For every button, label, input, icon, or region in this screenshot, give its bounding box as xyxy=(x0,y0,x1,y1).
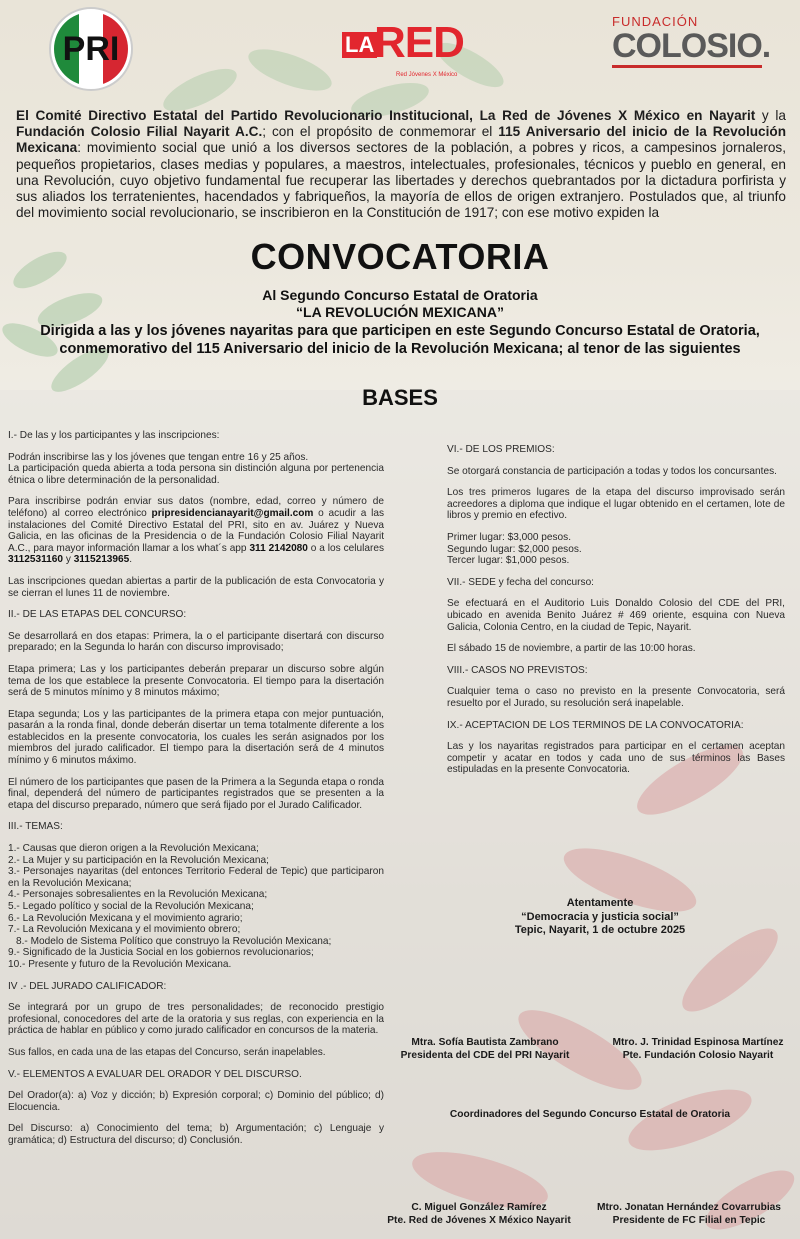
text: . xyxy=(129,554,133,566)
paragraph: Etapa primera; Las y los participantes deberán preparar un discurso sobre algún tema de los que establece la presente Convocatoria. El tiempo para la disertación será de 5 minutos mínimo y 8 minutos máximo; xyxy=(8,663,384,699)
closing-atentamente: Atentamente xyxy=(566,897,634,909)
prize-first: Primer lugar: $3,000 pesos. xyxy=(447,531,571,543)
email-link[interactable]: pripresidencianayarit@gmail.com xyxy=(151,507,314,519)
signature-block-4 xyxy=(584,1202,794,1227)
section-title: III.- TEMAS: xyxy=(8,821,63,833)
text: Para inscribirse podrán enviar sus datos (nombre, edad, correo y número de teléfono) al correo electrónico xyxy=(8,496,384,519)
signature-name: Mtro. J. Trinidad Espinosa Martínez xyxy=(612,1037,784,1048)
section-title: II.- DE LAS ETAPAS DEL CONCURSO: xyxy=(8,609,187,621)
section-title: IX.- ACEPTACION DE LOS TERMINOS DE LA CONVOCATORIA: xyxy=(447,719,744,731)
paragraph: El número de los participantes que pasen de la Primera a la Segunda etapa o ronda final, dependerá del número de participantes registrados que se presenten a la etapa del discurso preparado, número que será fijado por el Jurado Calificador. xyxy=(8,776,384,811)
temas-list xyxy=(8,843,384,971)
section-title: I.- De las y los participantes y las inscripciones: xyxy=(8,430,220,441)
list-item: 7.- La Revolución Mexicana y el movimiento obrero; xyxy=(8,924,241,936)
text: y xyxy=(63,554,74,566)
subtitle-concurso: Al Segundo Concurso Estatal de Oratoria xyxy=(262,287,538,303)
intro-text2: : movimiento social que unió a los diversos sectores de la población, a pobres y ricos, a campesinos jornaleros, pequeños propietarios, clases medias y populares, a maestros, intelectuales, profesionales, técnicos y pueblo en general, en una Revolución, cuyo objetivo fundamental fue recuperar las libertades y derechos quebrantados por la dictadura porfirista y sus aliados los terratenientes, hacendados y fabriqueños, la mayoría de ellos de origen extranjero. Postulados que, al triunfo del movimiento social revolucionario, se inscribieron en la Constitución de 1917; con ese motivo expiden la xyxy=(16,140,786,221)
list-item: 2.- La Mujer y su participación en la Revolución Mexicana; xyxy=(8,854,269,866)
la-red-logo-red: RED xyxy=(374,18,464,67)
prize-third: Tercer lugar: $1,000 pesos. xyxy=(447,555,570,567)
intro-org2: Fundación Colosio Filial Nayarit A.C. xyxy=(16,124,263,140)
signature-name: Mtro. Jonatan Hernández Covarrubias xyxy=(597,1202,781,1213)
paragraph: La participación queda abierta a toda persona sin distinción alguna por pertenencia étnica o libre determinación de la personalidad. xyxy=(8,463,384,486)
signature-role: Pte. Red de Jóvenes X México Nayarit xyxy=(387,1214,571,1226)
list-item: 1.- Causas que dieron origen a la Revolución Mexicana; xyxy=(8,843,259,855)
coordinadores-label: Coordinadores del Segundo Concurso Estatal de Oratoria xyxy=(449,1109,731,1120)
paragraph-discurso: Del Discurso: a) Conocimiento del tema; b) Argumentación; c) Lenguaje y gramática; d) Estructura del discurso; d) Conclusión. xyxy=(8,1123,384,1146)
list-item: 8.- Modelo de Sistema Político que construyo la Revolución Mexicana; xyxy=(16,935,332,947)
paragraph: Sus fallos, en cada una de las etapas del Concurso, serán inapelables. xyxy=(8,1046,326,1058)
signature-block-2 xyxy=(596,1037,800,1062)
text: o acudir a las instalaciones del Comité Directivo Estatal del PRI, sito en av. Juárez y Nueva Galicia, en las oficinas de la Presidencia o de la Fundación Colosio Filial Nayarit A.C., para mayor información llamar a los what´s app xyxy=(8,507,384,554)
la-red-logo-la: LA xyxy=(342,32,377,58)
signature-block-3 xyxy=(372,1202,586,1227)
signature-name: Mtra. Sofía Bautista Zambrano xyxy=(411,1037,559,1048)
closing-lugar-fecha: Tepic, Nayarit, 1 de octubre 2025 xyxy=(514,924,686,936)
colosio-logo-name: COLOSIO. xyxy=(612,27,771,65)
paragraph: El sábado 15 de noviembre, a partir de las 10:00 horas. xyxy=(447,643,696,655)
paragraph: Las y los nayaritas registrados para participar en el certamen aceptan competir y acatar en todos y cada uno de sus términos las Bases estipuladas en la presente Convocatoria. xyxy=(447,741,785,776)
paragraph: Se integrará por un grupo de tres personalidades; de reconocido prestigio profesional, conocedores del arte de la oratoria y sus reglas, con experiencia en la práctica de hablar en público y como jurado calificador en concursos de la materia. xyxy=(8,1002,384,1037)
page-title: CONVOCATORIA xyxy=(250,236,550,277)
paragraph-inscripcion xyxy=(8,496,384,566)
bases-right-column xyxy=(447,444,785,786)
colosio-logo-fundacion: FUNDACIÓN xyxy=(612,14,699,29)
list-item: 5.- Legado político y social de la Revolución Mexicana; xyxy=(8,901,254,912)
signature-role: Pte. Fundación Colosio Nayarit xyxy=(622,1049,774,1061)
la-red-logo-small: Red Jóvenes X México xyxy=(396,72,458,78)
intro-text1: ; con el propósito de conmemorar el xyxy=(262,124,499,140)
phone-number: 3115213965 xyxy=(73,554,130,566)
bases-left-column xyxy=(8,430,384,1157)
signature-role: Presidenta del CDE del PRI Nayarit xyxy=(400,1049,570,1061)
prize-second: Segundo lugar: $2,000 pesos. xyxy=(447,543,582,555)
paragraph-orador: Del Orador(a): a) Voz y dicción; b) Expresión corporal; c) Dominio del público; d) Elocuencia. xyxy=(8,1090,384,1113)
signature-block-1 xyxy=(380,1037,590,1062)
list-item: 6.- La Revolución Mexicana y el movimiento agrario; xyxy=(8,912,243,924)
section-title: VI.- DE LOS PREMIOS: xyxy=(447,444,555,455)
pri-logo xyxy=(48,6,134,92)
text: o a los celulares xyxy=(307,542,384,554)
intro-org1: El Comité Directivo Estatal del Partido Revolucionario Institucional, La Red de Jóvenes X México en Nayarit xyxy=(16,108,756,123)
section-title: V.- ELEMENTOS A EVALUAR DEL ORADOR Y DEL DISCURSO. xyxy=(8,1068,302,1080)
section-title: IV .- DEL JURADO CALIFICADOR: xyxy=(8,980,167,992)
subtitle-tema: “LA REVOLUCIÓN MEXICANA” xyxy=(296,304,504,320)
fundacion-colosio-logo xyxy=(612,14,772,74)
la-red-logo xyxy=(340,18,490,88)
bases-heading: BASES xyxy=(362,385,438,410)
intro-y: y la xyxy=(755,108,786,123)
closing-lema: “Democracia y justicia social” xyxy=(521,910,679,923)
section-title: VII.- SEDE y fecha del concurso: xyxy=(447,576,594,588)
colosio-logo-underline xyxy=(612,65,762,68)
paragraph: Se otorgará constancia de participación a todas y todos los concursantes. xyxy=(447,465,777,477)
paragraph: Se efectuará en el Auditorio Luis Donaldo Colosio del CDE del PRI, ubicado en avenida Benito Juárez # 469 oriente, esquina con Nueva Galicia, Colonia Centro, en la ciudad de Tepic, Nayarit. xyxy=(447,598,785,633)
list-item: 9.- Significado de la Justicia Social en los gobiernos revolucionarios; xyxy=(8,947,314,959)
intro-aniversario: 115 Aniversario del inicio de la Revolución Mexicana xyxy=(16,124,786,156)
phone-number: 3112531160 xyxy=(8,554,64,566)
prizes-list xyxy=(447,532,785,567)
list-item: 10.- Presente y futuro de la Revolución Mexicana. xyxy=(8,958,232,970)
pri-logo-text: PRI xyxy=(62,30,120,68)
signature-name: C. Miguel González Ramírez xyxy=(411,1202,547,1213)
subtitle-dirigida: Dirigida a las y los jóvenes nayaritas para que participen en este Segundo Concurso Estatal de Oratoria, conmemorativo del 115 Aniversario del inicio de la Revolución Mexicana; al tenor de las siguientes xyxy=(40,323,760,357)
signature-role: Presidente de FC Filial en Tepic xyxy=(612,1214,766,1226)
paragraph: Las inscripciones quedan abiertas a partir de la publicación de esta Convocatoria y se cierran el lunes 11 de noviembre. xyxy=(8,575,384,599)
paragraph: Se desarrollará en dos etapas: Primera, la o el participante disertará con discurso preparado; en la Segunda lo harán con discurso improvisado; xyxy=(8,630,384,654)
closing-block xyxy=(470,897,730,938)
paragraph: Podrán inscribirse las y los jóvenes que tengan entre 16 y 25 años. xyxy=(8,451,309,463)
paragraph: Cualquier tema o caso no previsto en la presente Convocatoria, será resuelto por el Jurado, su resolución será inapelable. xyxy=(447,686,785,709)
list-item: 3.- Personajes nayaritas (del entonces Territorio Federal de Tepic) que participaron en la Revolución Mexicana; xyxy=(8,866,384,889)
section-title: VIII.- CASOS NO PREVISTOS: xyxy=(447,664,588,676)
paragraph: Etapa segunda; Los y las participantes de la primera etapa con mejor puntuación, pasarán a la ronda final, donde deberán disertar un tema totalmente diferente a los establecidos en la presente convocatoria, los cuales les serán asignados por los miembros del jurado calificador. El tiempo para la disertación será de 4 minutos mínimo y 6 minutos máximo. xyxy=(8,708,384,767)
paragraph: Los tres primeros lugares de la etapa del discurso improvisado serán acreedores a diploma que indique el lugar obtenido en el certamen, lote de libros y premio en efectivo. xyxy=(447,487,785,522)
list-item: 4.- Personajes sobresalientes en la Revolución Mexicana; xyxy=(8,889,268,901)
phone-number: 311 2142080 xyxy=(249,542,308,554)
intro-paragraph xyxy=(16,108,786,221)
